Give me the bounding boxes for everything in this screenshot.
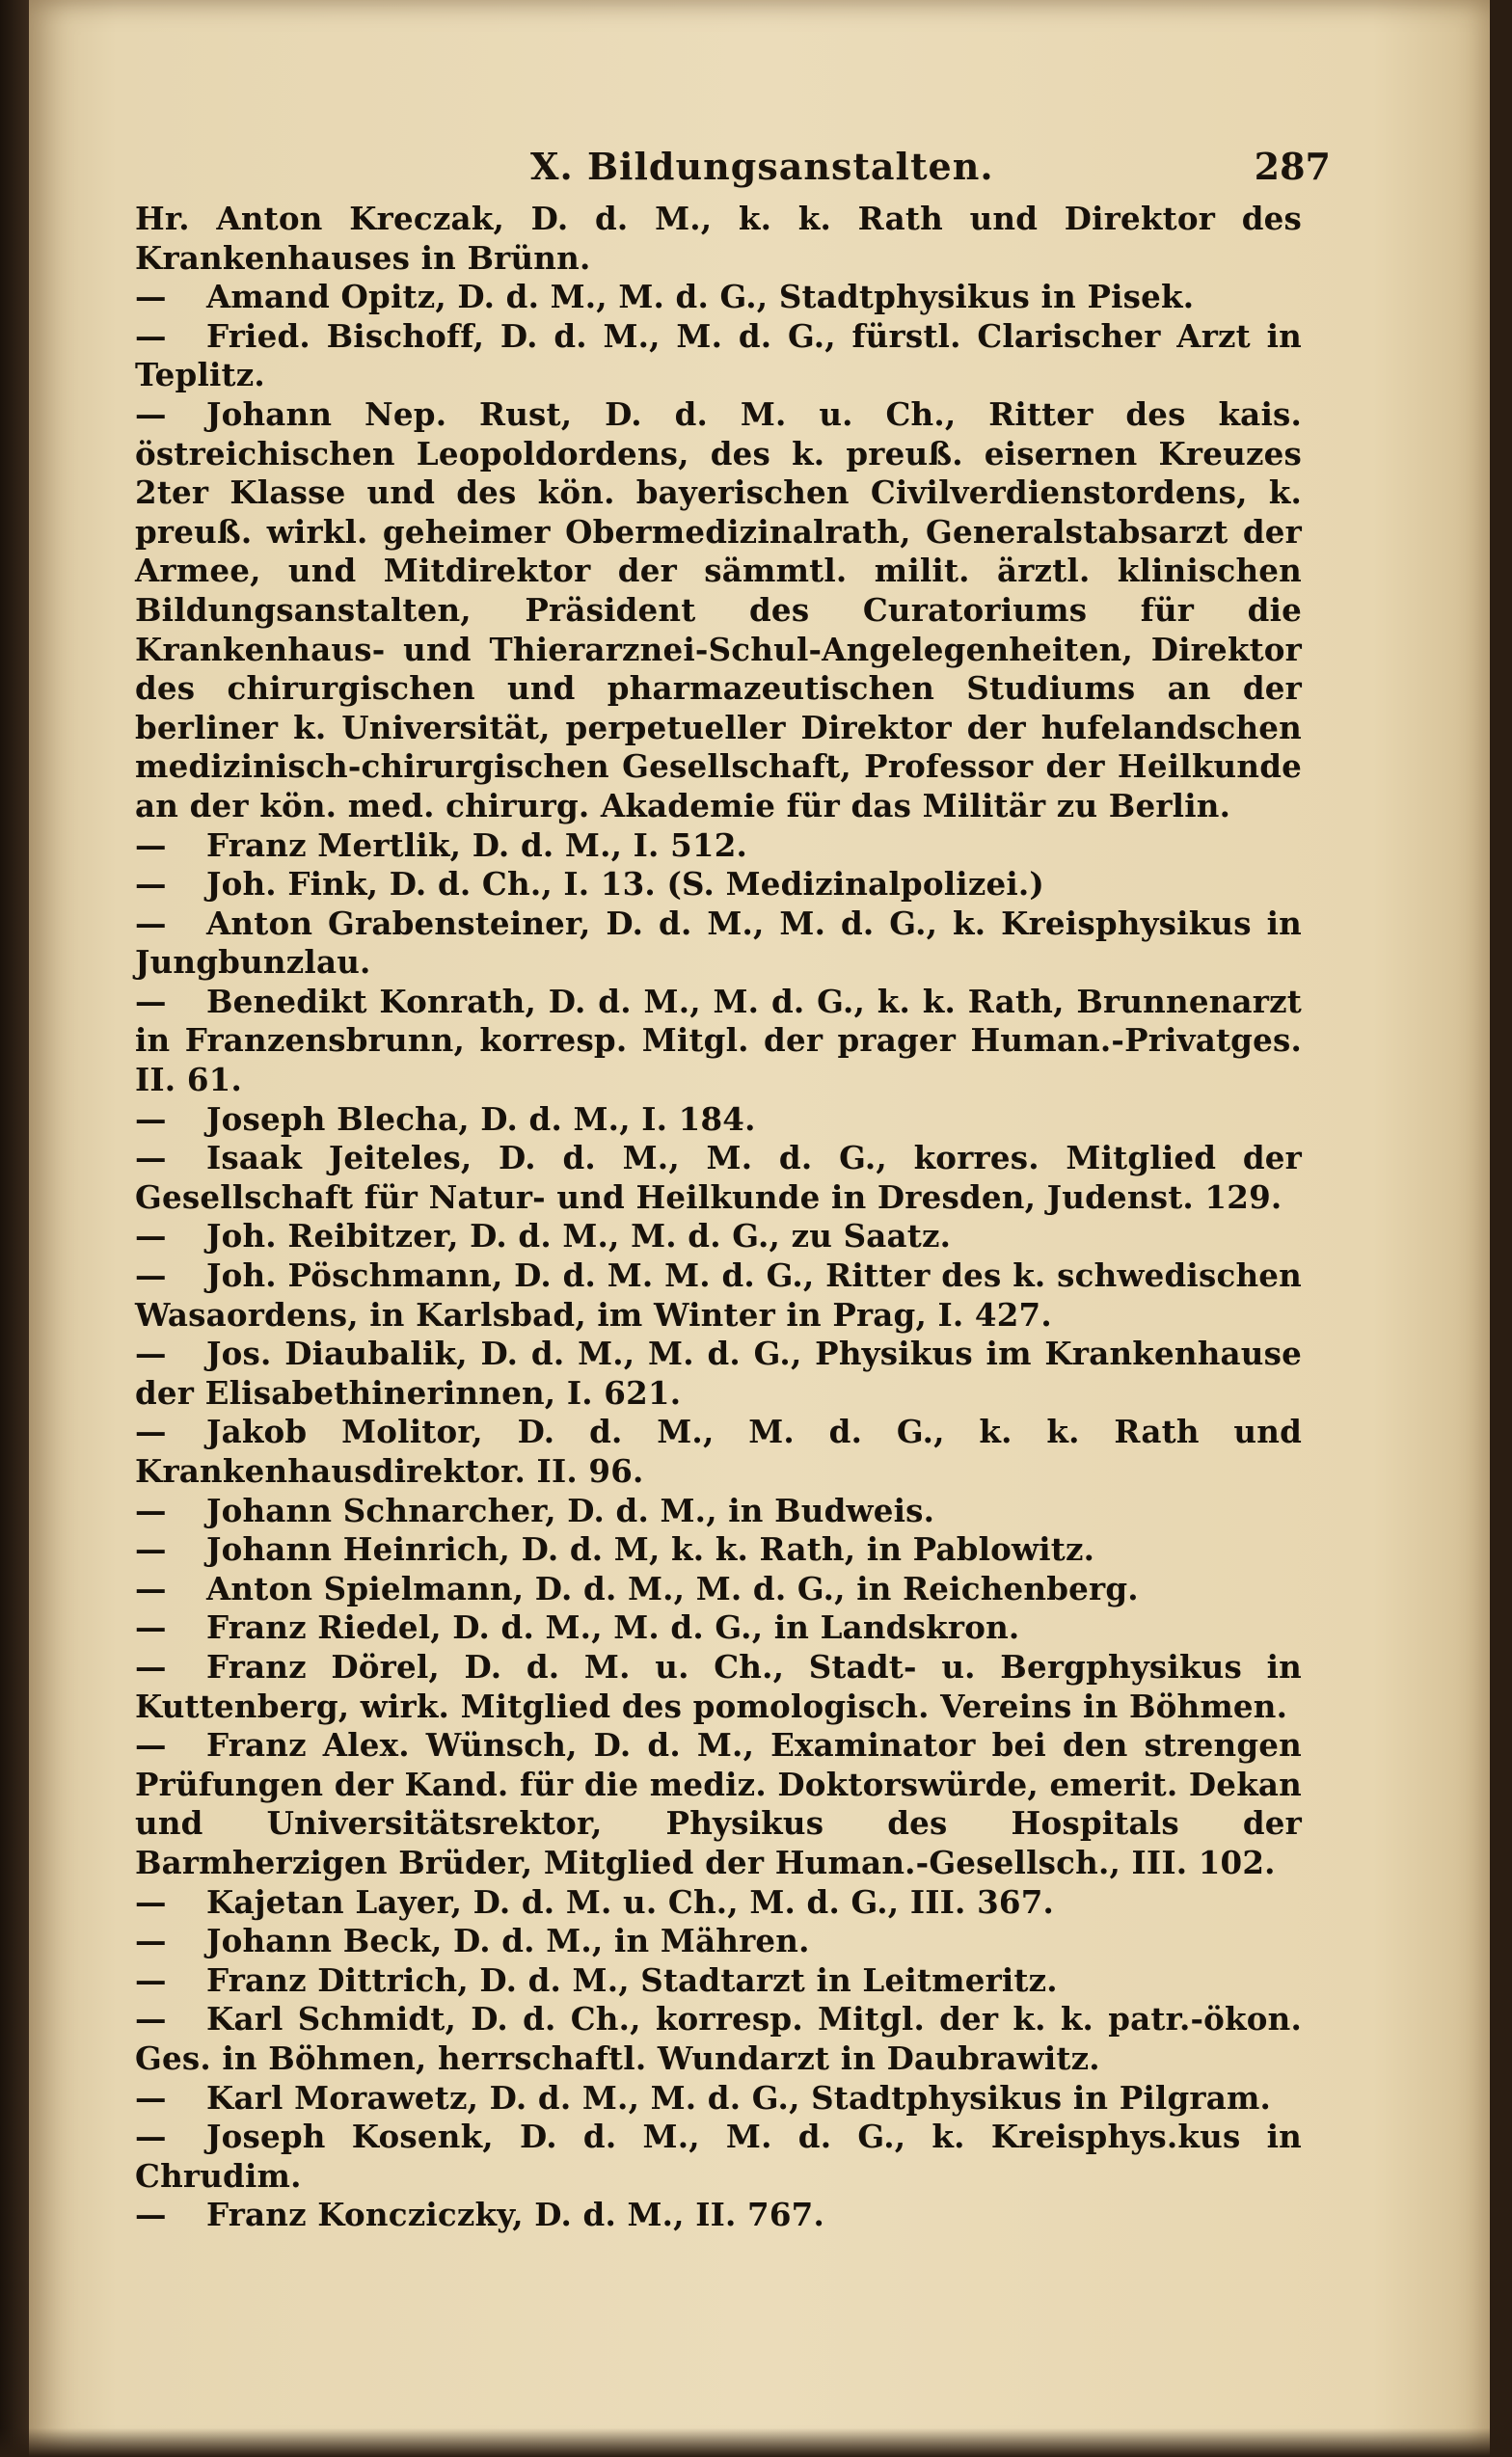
entry-dash: — [135,1335,167,1373]
directory-entry [135,1922,1302,1961]
entry-dash: — [135,825,167,864]
directory-entry [135,1139,1302,1217]
directory-entry [135,1413,1302,1491]
entry-text: Anton Spielmann, D. d. M., M. d. G., in Reichenberg. [206,1569,1139,1607]
running-header [193,145,1331,199]
entry-text: Karl Schmidt, D. d. Ch., korresp. Mitgl. der k. k. patr.-ökon. Ges. in Böhmen, herrschaftl. Wundarzt in Daubrawitz. [135,2000,1302,2077]
entry-text: Benedikt Konrath, D. d. M., M. d. G., k. k. Rath, Brunnenarzt in Franzensbrunn, korresp. Mitgl. der prager Human.-Privatges. II. 61. [135,982,1302,1099]
directory-entry [135,865,1302,904]
directory-entry [135,1608,1302,1648]
book-spine [0,0,29,2457]
directory-entry [135,395,1302,826]
entry-dash: — [135,278,167,316]
entry-text: Johann Nep. Rust, D. d. M. u. Ch., Ritter des kais. östreichischen Leopoldordens, des k. preuß. eisernen Kreuzes 2ter Klasse und des kön. bayerischen Civilverdienstordens, k. preuß. wirkl. geheimer Obermedizinalrath, Generalstabsarzt der Armee, und Mitdirektor der sämmtl. milit. ärztl. klinischen Bildungsanstalten, Präsident des Curatoriums für die Krankenhaus- und Thierarznei-Schul-Angelegenheiten, Direktor des chirurgischen und pharmazeutischen Studiums an der berliner k. Universität, perpetueller Direktor der hufelandschen medizinisch-chirurgischen Gesellschaft, Professor der Heilkunde an der kön. med. chirurg. Akademie für das Militär zu Berlin. [135,394,1302,824]
entry-dash: — [135,2000,167,2038]
entry-list [135,200,1302,2235]
entry-dash: — [135,1882,167,1921]
directory-entry [135,1570,1302,1609]
page-bottom-edge [0,2428,1512,2457]
entry-dash: — [135,1608,167,1647]
entry-dash: — [135,1726,167,1765]
entry-text: Jos. Diaubalik, D. d. M., M. d. G., Physikus im Krankenhause der Elisabethinerinnen, I. 621. [135,1335,1302,1412]
directory-entry [135,2000,1302,2078]
directory-entry [135,826,1302,866]
entry-dash: — [135,316,167,355]
entry-text: Johann Beck, D. d. M., in Mähren. [206,1922,810,1960]
entry-dash: — [135,865,167,904]
directory-entry [135,983,1302,1100]
entry-dash: — [135,1530,167,1569]
entry-dash: — [135,1413,167,1451]
directory-entry [135,1961,1302,2001]
entry-text: Jakob Molitor, D. d. M., M. d. G., k. k. Rath und Krankenhausdirektor. II. 96. [135,1413,1302,1490]
directory-entry [135,1492,1302,1531]
entry-text: Franz Alex. Wünsch, D. d. M., Examinator bei den strengen Prüfungen der Kand. für die mediz. Doktorswürde, emerit. Dekan und Universitätsrektor, Physikus des Hospitals der Barmherzigen Brüder, Mitglied der Human.-Gesellsch., III. 102. [135,1726,1302,1881]
entry-text: Joh. Reibitzer, D. d. M., M. d. G., zu Saatz. [206,1217,952,1256]
entry-dash: — [135,1922,167,1960]
entry-text: Karl Morawetz, D. d. M., M. d. G., Stadtphysikus in Pilgram. [206,2078,1272,2117]
directory-entry [135,1335,1302,1413]
directory-entry [135,278,1302,317]
entry-text: Amand Opitz, D. d. M., M. d. G., Stadtphysikus in Pisek. [206,278,1195,316]
directory-entry [135,1100,1302,1140]
entry-dash: — [135,1647,167,1686]
entry-text: Joh. Pöschmann, D. d. M. M. d. G., Ritter des k. schwedischen Wasaordens, in Karlsbad, im Winter in Prag, I. 427. [135,1256,1302,1334]
entry-text: Joseph Kosenk, D. d. M., M. d. G., k. Kreisphys.kus in Chrudim. [135,2118,1302,2195]
directory-entry [135,1530,1302,1570]
entry-text: Anton Grabensteiner, D. d. M., M. d. G., k. Kreisphysikus in Jungbunzlau. [135,904,1302,982]
entry-text: Kajetan Layer, D. d. M. u. Ch., M. d. G., III. 367. [206,1882,1055,1921]
entry-dash: — [135,2196,167,2234]
entry-dash: — [135,1217,167,1256]
entry-text: Franz Riedel, D. d. M., M. d. G., in Landskron. [206,1608,1020,1647]
directory-entry [135,2118,1302,2196]
entry-dash: — [135,1569,167,1607]
entry-dash: — [135,1099,167,1138]
entry-text: Joh. Fink, D. d. Ch., I. 13. (S. Medizinalpolizei.) [206,865,1044,904]
entry-dash: — [135,2078,167,2117]
entry-dash: — [135,1491,167,1529]
entry-text: Johann Heinrich, D. d. M, k. k. Rath, in Pablowitz. [206,1530,1095,1569]
entry-dash: — [135,394,167,433]
entry-text: Johann Schnarcher, D. d. M., in Budweis. [206,1491,935,1529]
section-title: X. Bildungsanstalten. [530,145,994,188]
directory-entry [135,200,1302,278]
entry-dash: — [135,2118,167,2156]
entry-text: Franz Dittrich, D. d. M., Stadtarzt in Leitmeritz. [206,1960,1058,1999]
entry-text: Joseph Blecha, D. d. M., I. 184. [206,1099,756,1138]
entry-dash: — [135,1139,167,1177]
entry-text: Franz Dörel, D. d. M. u. Ch., Stadt- u. Bergphysikus in Kuttenberg, wirk. Mitglied des pomologisch. Vereins in Böhmen. [135,1647,1302,1725]
entry-text: Isaak Jeiteles, D. d. M., M. d. G., korres. Mitglied der Gesellschaft für Natur- und Heilkunde in Dresden, Judenst. 129. [135,1139,1302,1216]
directory-entry [135,1256,1302,1335]
directory-entry [135,1883,1302,1923]
directory-entry [135,1217,1302,1256]
directory-entry [135,1648,1302,1726]
entry-dash: — [135,982,167,1020]
directory-entry [135,2196,1302,2235]
directory-entry [135,904,1302,983]
entry-dash: — [135,904,167,942]
entry-text: Fried. Bischoff, D. d. M., M. d. G., fürstl. Clarischer Arzt in Teplitz. [135,316,1302,394]
directory-entry [135,317,1302,395]
entry-text: Hr. Anton Kreczak, D. d. M., k. k. Rath und Direktor des Krankenhauses in Brünn. [135,200,1302,277]
directory-entry [135,2079,1302,2119]
entry-text: Franz Mertlik, D. d. M., I. 512. [206,825,748,864]
entry-text: Franz Koncziczky, D. d. M., II. 767. [206,2196,824,2234]
directory-entry [135,1726,1302,1882]
entry-dash: — [135,1256,167,1295]
entry-dash: — [135,1960,167,1999]
page-number: 287 [1254,145,1331,188]
